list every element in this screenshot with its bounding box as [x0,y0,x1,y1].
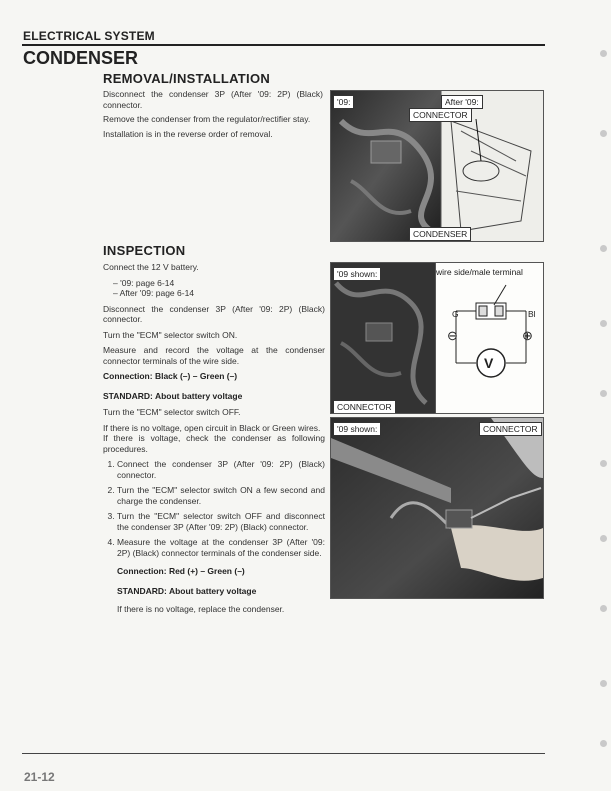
step-2: 2. Turn the "ECM" selector switch ON a few second and charge the condenser. [117,485,325,506]
figure-2-connector-label: CONNECTOR [333,400,396,414]
footer-rule [22,753,545,754]
binder-hole [600,740,607,747]
binder-hole [600,605,607,612]
removal-para-2: Remove the condenser from the regulator/rectifier stay. [103,114,311,124]
connection-spec-2: Connection: Red (+) – Green (–) [117,566,245,576]
removal-para-1: Disconnect the condenser 3P (After '09: 2P) (Black) connector. [103,89,323,110]
binder-hole [600,460,607,467]
figure-2-photo [330,262,544,414]
inspection-heading: INSPECTION [103,243,186,258]
inspection-para-4: Turn the "ECM" selector switch OFF. [103,407,241,417]
inspection-para-1: Disconnect the condenser 3P (After '09: 2P) (Black) connector. [103,303,325,324]
figure-1-connector-label: CONNECTOR [409,108,472,122]
section-system-title: ELECTRICAL SYSTEM [23,29,155,43]
binder-hole [600,130,607,137]
figure-1-condenser-label: CONDENSER [409,227,471,241]
connection-spec-1: Connection: Black (–) – Green (–) [103,371,238,381]
standard-spec-2: STANDARD: About battery voltage [117,585,257,596]
figure-3-tag: '09 shown: [333,422,381,436]
inspection-page-refs [113,278,325,299]
binder-hole [600,680,607,687]
inspection-steps [103,459,325,558]
plus-icon: ⊕ [522,328,533,343]
figure-1-tag-09: '09: [333,95,354,109]
removal-para-3: Installation is in the reverse order of removal. [103,128,273,139]
figure-1-tag-after-09: After '09: [441,95,483,109]
inspection-para-6: If there is voltage, check the condenser as following procedures. [103,433,325,454]
figure-3-photo [330,417,544,599]
g-terminal-label: G [452,309,459,319]
removal-heading: REMOVAL/INSTALLATION [103,71,271,86]
binder-hole [600,50,607,57]
binder-hole [600,535,607,542]
page-title: CONDENSER [23,48,139,68]
inspection-final: If there is no voltage, replace the condenser. [117,604,285,614]
figure-1-photo [330,90,544,242]
step-1: 1. Connect the condenser 3P (After '09: 2P) (Black) connector. [117,459,325,480]
binder-hole [600,245,607,252]
figure-2-diagram [435,263,544,413]
page-ref-09: – '09: page 6-14 [113,278,325,289]
inspection-text [103,262,325,615]
wire-side-label: wire side/male terminal [436,267,523,277]
binder-hole [600,390,607,397]
figure-3-illustration [331,418,543,598]
inspection-para-3: Measure and record the voltage at the condenser connector terminals of the wire side. [103,345,325,366]
header-rule [22,44,545,46]
step-4: 4. Measure the voltage at the condenser 3P (After '09: 2P) (Black) connector terminals of the condenser side. [117,537,325,558]
standard-spec-1: STANDARD: About battery voltage [103,390,243,401]
inspection-intro: Connect the 12 V battery. [103,262,199,272]
figure-3-connector-label: CONNECTOR [479,422,542,436]
binder-hole [600,320,607,327]
page-ref-after-09: – After '09: page 6-14 [113,288,325,299]
removal-text [103,89,323,139]
inspection-para-2: Turn the "ECM" selector switch ON. [103,329,238,340]
voltmeter-icon: V [484,355,494,371]
inspection-para-5: If there is no voltage, open circuit in Black or Green wires. [103,422,321,433]
page-number: 21-12 [24,770,55,784]
step-3: 3. Turn the "ECM" selector switch OFF and disconnect the condenser 3P (After '09: 2P) (Black) connector. [117,511,325,532]
figure-2-illustration [331,263,435,413]
minus-icon: ⊖ [447,328,458,343]
figure-2-tag: '09 shown: [333,267,381,281]
bl-terminal-label: Bl [528,309,536,319]
